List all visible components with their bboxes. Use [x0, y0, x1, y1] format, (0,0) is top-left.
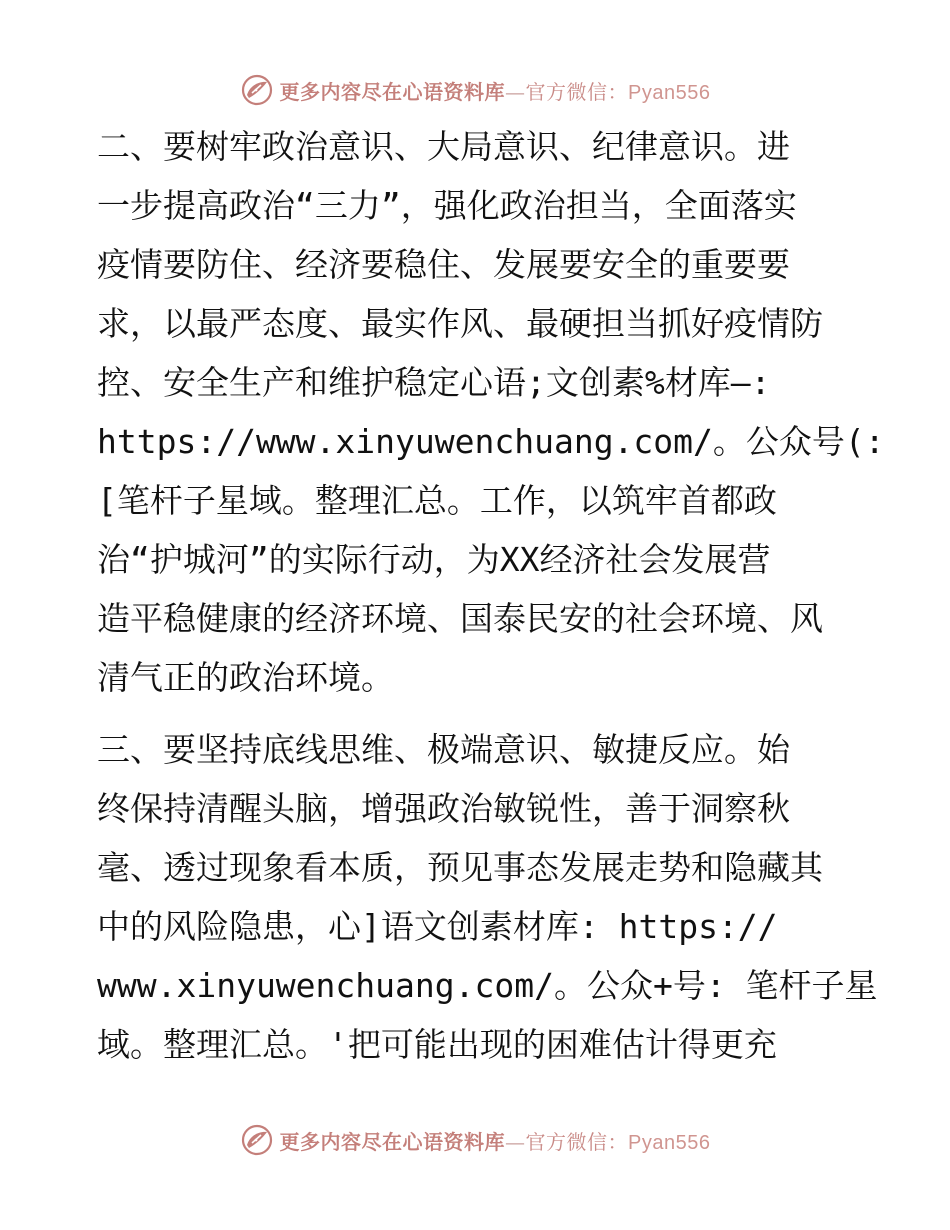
text-line: [笔杆子星域。整理汇总。工作，以筑牢首都政 — [97, 481, 777, 520]
text-line: 二、要树牢政治意识、大局意识、纪律意识。进 — [97, 127, 790, 166]
text-line: 疫情要防住、经济要稳住、发展要安全的重要要 — [97, 245, 790, 284]
text-line: 控、安全生产和维护稳定心语;文创素%材库—: — [97, 363, 771, 402]
paragraph-2 — [97, 117, 885, 707]
banner-wechat-id: Pyan556 — [628, 1131, 711, 1154]
header-watermark-banner — [0, 70, 950, 110]
text-line: 终保持清醒头脑，增强政治敏锐性，善于洞察秋 — [97, 789, 790, 828]
text-line: 域。整理汇总。'把可能出现的困难估计得更充 — [97, 1025, 777, 1064]
text-line: 中的风险隐患，心]语文创素材库: https:// — [97, 907, 778, 946]
text-line: 求，以最严态度、最实作风、最硬担当抓好疫情防 — [97, 304, 823, 343]
text-line: 毫、透过现象看本质，预见事态发展走势和隐藏其 — [97, 848, 823, 887]
document-body — [97, 117, 885, 1074]
banner-wechat-label: 官方微信： — [525, 79, 629, 104]
paragraph-3 — [97, 720, 878, 1074]
text-line: 治“护城河”的实际行动，为XX经济社会发展营 — [97, 540, 771, 579]
banner-text — [280, 76, 711, 105]
banner-separator: — — [505, 79, 526, 104]
pen-nib-logo-icon — [240, 1123, 274, 1157]
banner-text — [280, 1126, 711, 1155]
footer-watermark-banner — [0, 1120, 950, 1160]
text-line: 三、要坚持底线思维、极端意识、敏捷反应。始 — [97, 730, 790, 769]
text-line: www.xinyuwenchuang.com/。公众+号: 笔杆子星 — [97, 966, 878, 1005]
banner-site-name: 更多内容尽在心语资料库 — [279, 79, 506, 104]
banner-wechat-id: Pyan556 — [628, 81, 711, 104]
text-line: 清气正的政治环境。 — [97, 658, 394, 697]
text-line: 一步提高政治“三力”，强化政治担当，全面落实 — [97, 186, 797, 225]
text-line: 造平稳健康的经济环境、国泰民安的社会环境、风 — [97, 599, 823, 638]
pen-nib-logo-icon — [240, 73, 274, 107]
banner-separator: — — [505, 1129, 526, 1154]
text-line: https://www.xinyuwenchuang.com/。公众号(: — [97, 422, 885, 461]
banner-site-name: 更多内容尽在心语资料库 — [279, 1129, 506, 1154]
banner-wechat-label: 官方微信： — [525, 1129, 629, 1154]
